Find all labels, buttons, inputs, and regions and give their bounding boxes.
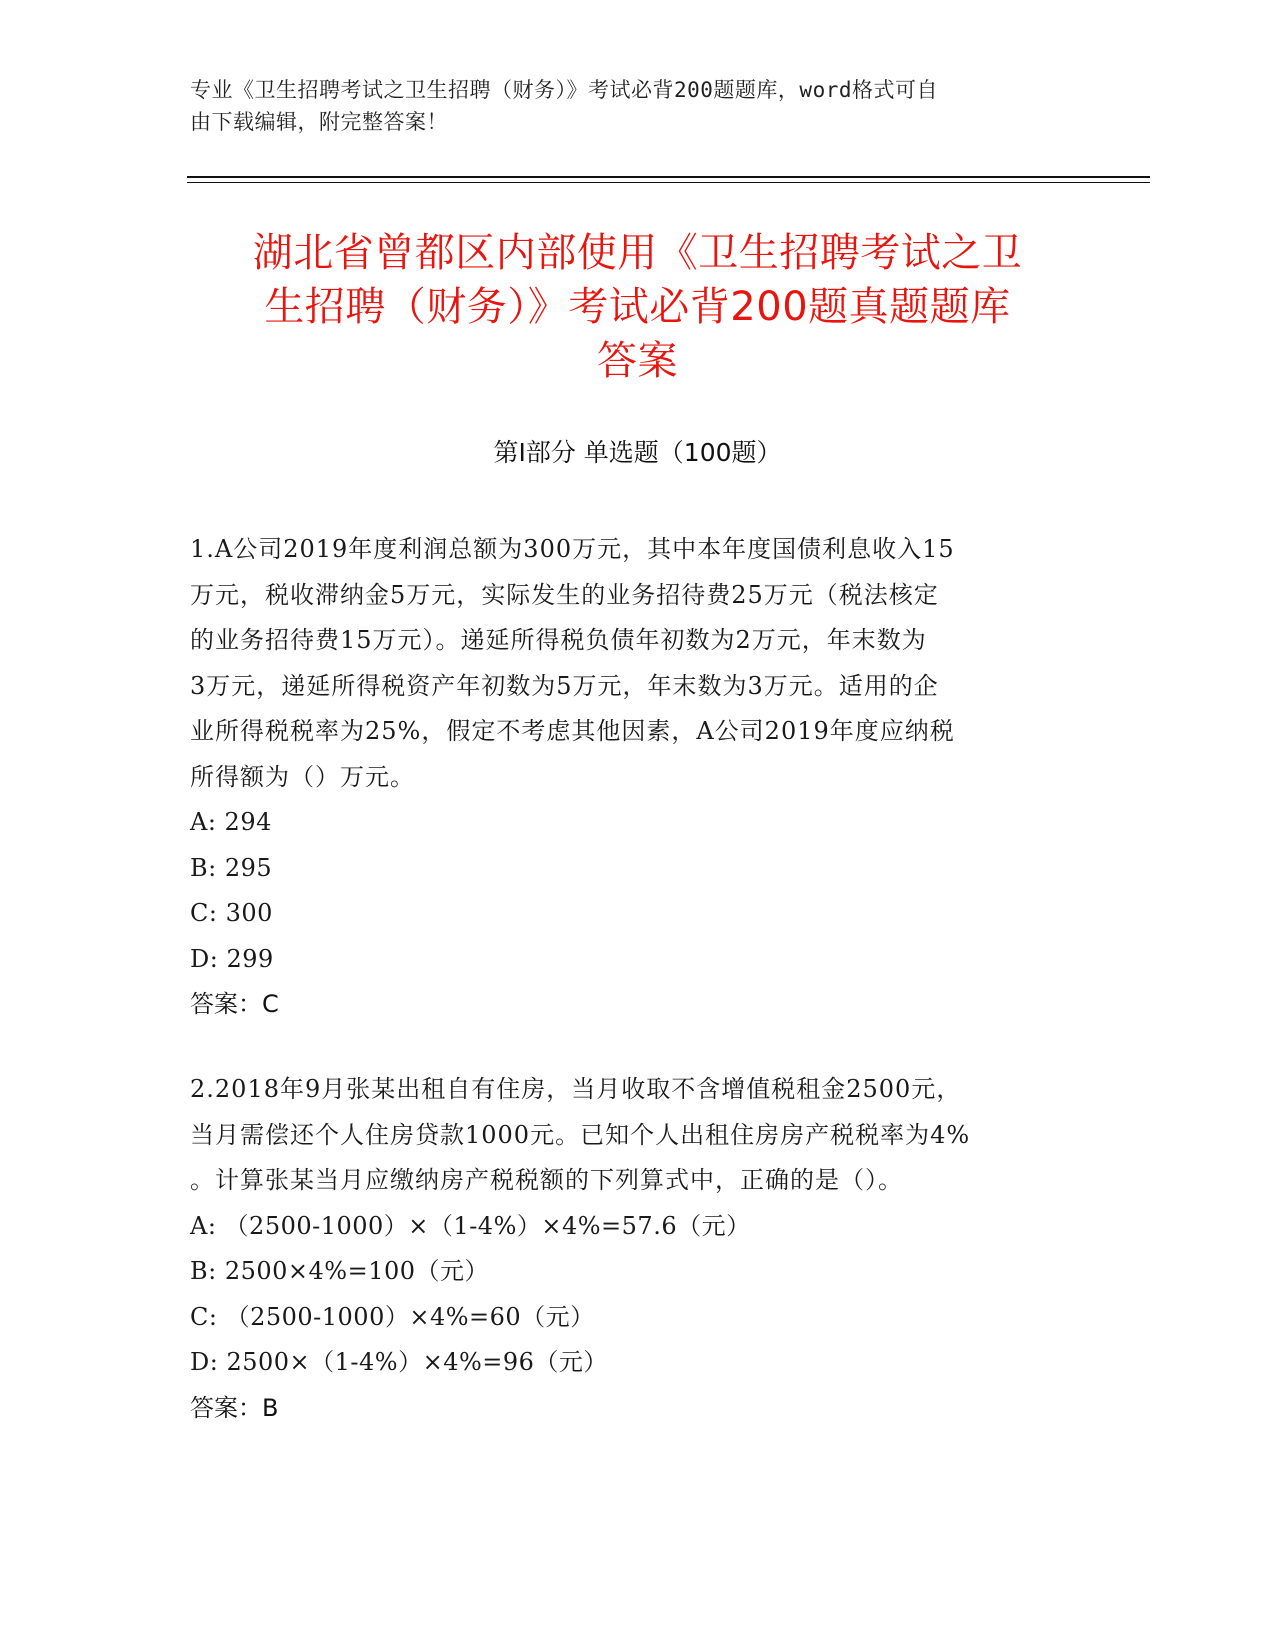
header-rule-thick: [187, 176, 1150, 178]
option-d: D: 299: [190, 944, 274, 973]
option-c: C: 300: [190, 899, 273, 927]
question-stem-line: 万元，税收滞纳金5万元，实际发生的业务招待费25万元（税法核定: [190, 580, 939, 609]
document-title-line: 答案: [597, 338, 678, 384]
question-stem-line: 。计算张某当月应缴纳房产税税额的下列算式中，正确的是（）。: [190, 1166, 903, 1194]
header-note-line: 专业《卫生招聘考试之卫生招聘（财务）》考试必背200题题库，word格式可自: [190, 78, 938, 102]
header-note: [190, 74, 1090, 138]
header-note-line: 由下载编辑，附完整答案！: [190, 110, 448, 134]
option-b: B: 295: [190, 853, 273, 882]
answer-line: 答案：B: [190, 1393, 279, 1422]
document-title-line: 湖北省曾都区内部使用《卫生招聘考试之卫: [252, 230, 1023, 276]
question-stem-line: 业所得税税率为25%，假定不考虑其他因素，A公司2019年度应纳税: [190, 717, 955, 745]
question-stem-line: 当月需偿还个人住房贷款1000元。已知个人出租住房房产税税率为4%: [190, 1120, 971, 1149]
option-c: C: （2500-1000）×4%=60（元）: [190, 1302, 595, 1331]
option-a: A: （2500-1000）×（1-4%）×4%=57.6（元）: [190, 1211, 751, 1240]
section-title: 第I部分 单选题（100题）: [493, 438, 782, 467]
question-stem-line: 3万元，递延所得税资产年初数为5万元，年末数为3万元。适用的企: [190, 671, 939, 700]
answer-line: 答案：C: [190, 990, 279, 1018]
question-item: [190, 527, 1090, 1028]
question-stem-line: 的业务招待费15万元）。递延所得税负债年初数为2万元，年末数为: [190, 626, 927, 654]
document-title-line: 生招聘（财务）》考试必背200题真题题库: [264, 284, 1011, 330]
question-stem-line: 2.2018年9月张某出租自有住房，当月收取不含增值税租金2500元，: [190, 1075, 962, 1103]
question-stem-line: 所得额为（）万元。: [190, 762, 415, 791]
question-item: [190, 1067, 1090, 1431]
option-d: D: 2500×（1-4%）×4%=96（元）: [190, 1348, 608, 1376]
header-rule-thin: [187, 182, 1150, 183]
option-a: A: 294: [190, 808, 272, 836]
option-b: B: 2500×4%=100（元）: [190, 1257, 490, 1285]
question-stem-line: 1.A公司2019年度利润总额为300万元，其中本年度国债利息收入15: [190, 535, 955, 563]
document-title: [190, 226, 1085, 388]
